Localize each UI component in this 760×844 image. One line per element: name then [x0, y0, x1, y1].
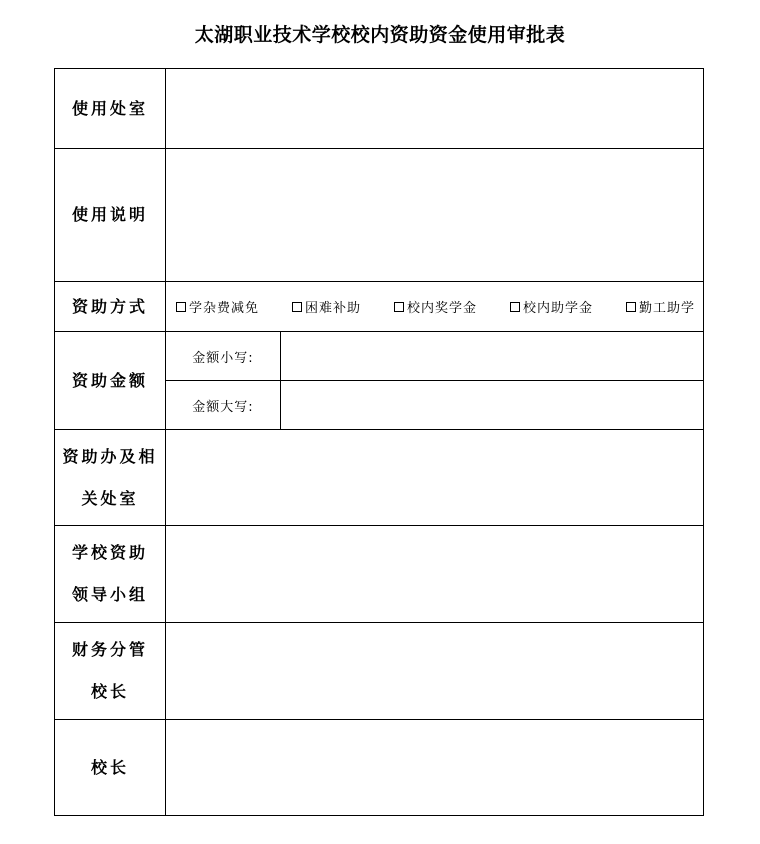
label-aid-office-line2: 关处室: [81, 488, 139, 508]
field-aid-amount: [166, 332, 704, 430]
option-label: 困难补助: [304, 301, 361, 316]
label-finance-principal: [55, 623, 166, 720]
amount-subtable: [166, 332, 703, 429]
row-finance-principal: [55, 623, 704, 720]
label-principal: 校长: [55, 720, 166, 816]
approval-form-table: [54, 68, 704, 816]
label-aid-method: 资助方式: [55, 282, 166, 332]
row-principal: [55, 720, 704, 816]
label-department: 使用处室: [55, 69, 166, 149]
label-finance-principal-line2: 校长: [90, 682, 129, 701]
document-title: 太湖职业技术学校校内资助资金使用审批表: [194, 24, 566, 46]
checkbox-icon[interactable]: [626, 302, 636, 312]
row-aid-method: [55, 282, 704, 332]
label-leadership-group-line2: 领导小组: [71, 585, 148, 604]
label-leadership-group: [55, 526, 166, 623]
option-hardship-subsidy[interactable]: [292, 297, 361, 316]
field-description[interactable]: [166, 149, 704, 282]
option-tuition-waiver[interactable]: [176, 297, 259, 316]
field-aid-method: [166, 282, 704, 332]
row-department: [55, 69, 704, 149]
option-label: 校内奖学金: [406, 301, 477, 316]
field-principal[interactable]: [166, 720, 704, 816]
field-leadership-group[interactable]: [166, 526, 704, 623]
checkbox-icon[interactable]: [510, 302, 520, 312]
option-label: 学杂费减免: [189, 301, 260, 316]
option-scholarship[interactable]: [394, 297, 477, 316]
row-leadership-group: [55, 526, 704, 623]
aid-method-options: [166, 297, 703, 316]
checkbox-icon[interactable]: [176, 302, 186, 312]
row-description: [55, 149, 704, 282]
field-department[interactable]: [166, 69, 704, 149]
option-grant[interactable]: [510, 297, 593, 316]
option-label: 校内助学金: [522, 301, 593, 316]
label-aid-office: [55, 430, 166, 526]
field-finance-principal[interactable]: [166, 623, 704, 720]
option-label: 勤工助学: [638, 301, 695, 316]
amount-uppercase-input[interactable]: [281, 381, 704, 430]
label-leadership-group-line1: 学校资助: [71, 543, 148, 562]
label-description: 使用说明: [55, 149, 166, 282]
label-finance-principal-line1: 财务分管: [71, 640, 148, 659]
checkbox-icon[interactable]: [394, 302, 404, 312]
row-aid-office: [55, 430, 704, 526]
amount-lowercase-label: 金额小写:: [166, 332, 281, 381]
option-work-study[interactable]: [626, 297, 695, 316]
field-aid-office[interactable]: [166, 430, 704, 526]
amount-lowercase-input[interactable]: [281, 332, 704, 381]
checkbox-icon[interactable]: [292, 302, 302, 312]
label-aid-office-line1: 资助办及相: [62, 446, 158, 466]
amount-uppercase-label: 金额大写:: [166, 381, 281, 430]
label-aid-amount: 资助金额: [55, 332, 166, 430]
row-aid-amount: [55, 332, 704, 430]
